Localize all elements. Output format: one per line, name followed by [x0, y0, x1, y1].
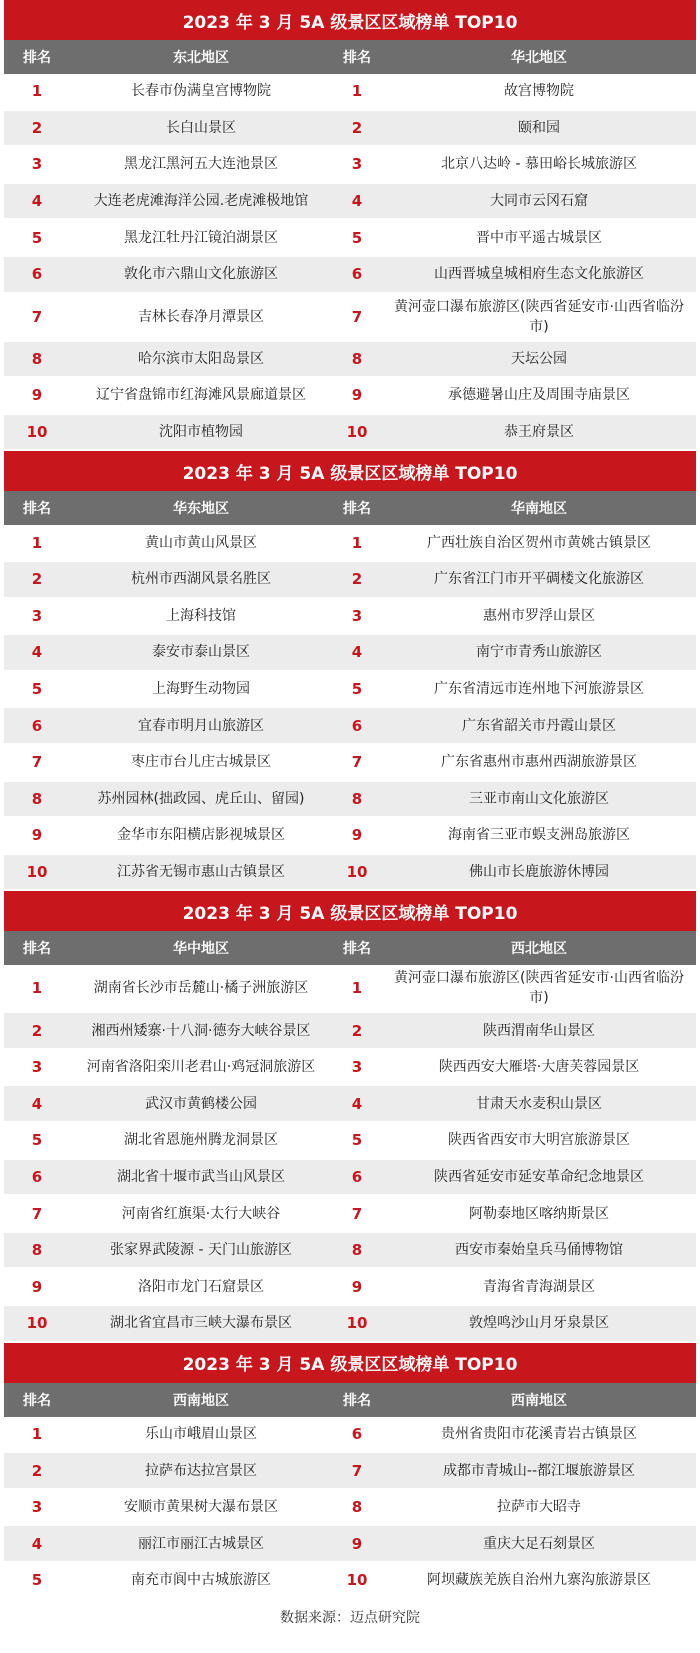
right-rank-cell: 9: [351, 386, 363, 405]
right-rank-cell: 8: [351, 1241, 363, 1260]
left-attraction-cell: 丽江市丽江古城景区: [138, 1535, 264, 1552]
table-row: [4, 415, 696, 452]
table-header: [4, 1383, 696, 1417]
table-row: [4, 965, 696, 1013]
left-attraction-cell: 金华市东阳横店影视城景区: [117, 827, 285, 844]
left-attraction-cell: 枣庄市台儿庄古城景区: [131, 754, 271, 771]
right-rank-cell: 2: [351, 570, 363, 589]
table-row: [4, 342, 696, 379]
table-row: [4, 672, 696, 709]
left-attraction-cell: 上海科技馆: [166, 607, 236, 624]
right-attraction-cell: 拉萨市大昭寺: [497, 1499, 581, 1516]
right-rank-cell: 6: [351, 716, 363, 735]
right-rank-cell: 10: [346, 862, 368, 881]
left-rank-cell: 2: [31, 118, 43, 137]
table-row: [4, 1306, 696, 1343]
left-attraction-cell: 长白山景区: [166, 119, 236, 136]
left-attraction-cell: 南充市阆中古城旅游区: [131, 1572, 271, 1589]
left-attraction-cell: 湖北省十堰市武当山风景区: [117, 1168, 285, 1185]
rank-header: 排名: [23, 941, 51, 958]
section-title: 2023 年 3 月 5A 级景区区域榜单 TOP10: [4, 451, 696, 491]
right-rank-cell: 10: [346, 423, 368, 442]
left-rank-cell: 8: [31, 349, 43, 368]
table-row: [4, 635, 696, 672]
table-header: [4, 931, 696, 965]
right-attraction-cell: 敦煌鸣沙山月牙泉景区: [469, 1315, 609, 1332]
right-attraction-cell: 北京八达岭 - 慕田峪长城旅游区: [441, 156, 637, 173]
left-attraction-cell: 杭州市西湖风景名胜区: [131, 571, 271, 588]
rank-header: 排名: [23, 50, 51, 66]
left-rank-cell: 9: [31, 386, 43, 405]
right-region-header: 西南地区: [511, 1392, 567, 1409]
right-attraction-cell: 广西壮族自治区贺州市黄姚古镇景区: [427, 534, 651, 551]
section-title: 2023 年 3 月 5A 级景区区域榜单 TOP10: [4, 1343, 696, 1383]
left-rank-cell: 3: [31, 1498, 43, 1517]
left-rank-cell: 3: [31, 1058, 43, 1077]
right-attraction-cell: 陕西省延安市延安革命纪念地景区: [434, 1168, 644, 1185]
left-attraction-cell: 辽宁省盘锦市红海滩风景廊道景区: [96, 387, 306, 404]
left-attraction-cell: 泰安市泰山景区: [152, 644, 250, 661]
right-rank-cell: 1: [351, 533, 363, 552]
right-attraction-cell: 承德避暑山庄及周围寺庙景区: [448, 387, 630, 404]
left-region-header: 西南地区: [173, 1392, 229, 1409]
table-row: [4, 1269, 696, 1306]
right-attraction-cell: 广东省清远市连州地下河旅游景区: [434, 681, 644, 698]
left-rank-cell: 7: [31, 307, 43, 326]
right-attraction-cell: 阿坝藏族羌族自治州九寨沟旅游景区: [427, 1572, 651, 1589]
left-rank-cell: 6: [31, 716, 43, 735]
left-rank-cell: 5: [31, 1571, 43, 1590]
left-attraction-cell: 黄山市黄山风景区: [145, 534, 257, 551]
table-row: [4, 111, 696, 148]
right-attraction-cell: 贵州省贵阳市花溪青岩古镇景区: [441, 1425, 637, 1442]
right-attraction-cell: 陕西西安大雁塔·大唐芙蓉园景区: [438, 1059, 640, 1076]
left-attraction-cell: 拉萨布达拉宫景区: [145, 1462, 257, 1479]
right-attraction-cell: 山西晋城皇城相府生态文化旅游区: [434, 266, 644, 283]
right-rank-cell: 10: [346, 1314, 368, 1333]
rank-header: 排名: [343, 1392, 371, 1409]
right-attraction-cell: 西安市秦始皇兵马俑博物馆: [455, 1242, 623, 1259]
right-rank-cell: 6: [351, 265, 363, 284]
table-row: [4, 745, 696, 782]
section-title: 2023 年 3 月 5A 级景区区域榜单 TOP10: [4, 891, 696, 931]
left-attraction-cell: 宜春市明月山旅游区: [138, 717, 264, 734]
right-attraction-cell: 故宫博物院: [504, 83, 574, 100]
right-attraction-cell: 陕西渭南华山景区: [483, 1022, 595, 1039]
left-attraction-cell: 黑龙江牡丹江镜泊湖景区: [124, 229, 278, 246]
table-row: [4, 1160, 696, 1197]
ranking-section-east-south: [4, 451, 696, 891]
table-row: [4, 1233, 696, 1270]
right-rank-cell: 10: [346, 1571, 368, 1590]
table-body: [4, 965, 696, 1342]
left-attraction-cell: 江苏省无锡市惠山古镇景区: [117, 863, 285, 880]
right-region-header: 华北地区: [511, 50, 567, 66]
left-rank-cell: 5: [31, 228, 43, 247]
left-region-header: 华东地区: [173, 501, 229, 518]
left-attraction-cell: 武汉市黄鹤楼公园: [145, 1095, 257, 1112]
rank-header: 排名: [23, 501, 51, 518]
ranking-page: [4, 0, 696, 1634]
rank-header: 排名: [23, 1392, 51, 1409]
right-attraction-cell: 阿勒泰地区喀纳斯景区: [469, 1205, 609, 1222]
table-header: [4, 40, 696, 74]
table-row: [4, 525, 696, 562]
rank-header: 排名: [343, 941, 371, 958]
table-row: [4, 74, 696, 111]
rank-header: 排名: [343, 501, 371, 518]
right-attraction-cell: 广东省惠州市惠州西湖旅游景区: [441, 754, 637, 771]
left-rank-cell: 1: [31, 979, 43, 998]
right-attraction-cell: 广东省韶关市丹霞山景区: [462, 717, 616, 734]
right-rank-cell: 8: [351, 1498, 363, 1517]
rank-header: 排名: [343, 50, 371, 66]
table-row: [4, 562, 696, 599]
right-rank-cell: 5: [351, 1131, 363, 1150]
table-row: [4, 1123, 696, 1160]
left-rank-cell: 5: [31, 680, 43, 699]
left-rank-cell: 4: [31, 192, 43, 211]
left-rank-cell: 3: [31, 606, 43, 625]
left-rank-cell: 1: [31, 82, 43, 101]
left-rank-cell: 2: [31, 1021, 43, 1040]
left-attraction-cell: 湖北省恩施州腾龙洞景区: [124, 1132, 278, 1149]
left-rank-cell: 5: [31, 1131, 43, 1150]
left-attraction-cell: 河南省洛阳栾川老君山·鸡冠洞旅游区: [86, 1059, 316, 1076]
right-rank-cell: 7: [351, 1204, 363, 1223]
table-row: [4, 1196, 696, 1233]
table-row: [4, 782, 696, 819]
right-rank-cell: 6: [351, 1167, 363, 1186]
right-rank-cell: 6: [351, 1424, 363, 1443]
right-rank-cell: 5: [351, 680, 363, 699]
left-attraction-cell: 沈阳市植物园: [159, 424, 243, 441]
right-region-header: 西北地区: [511, 941, 567, 958]
table-body: [4, 1417, 696, 1600]
left-attraction-cell: 黑龙江黑河五大连池景区: [124, 156, 278, 173]
right-attraction-cell: 三亚市南山文化旅游区: [469, 790, 609, 807]
right-attraction-cell: 海南省三亚市蜈支洲岛旅游区: [448, 827, 630, 844]
left-attraction-cell: 大连老虎滩海洋公园.老虎滩极地馆: [93, 193, 309, 210]
right-rank-cell: 3: [351, 1058, 363, 1077]
left-attraction-cell: 长春市伪满皇宫博物院: [131, 83, 271, 100]
right-rank-cell: 7: [351, 307, 363, 326]
right-rank-cell: 2: [351, 1021, 363, 1040]
left-attraction-cell: 哈尔滨市太阳岛景区: [138, 350, 264, 367]
table-row: [4, 1526, 696, 1563]
left-rank-cell: 2: [31, 570, 43, 589]
left-rank-cell: 1: [31, 1424, 43, 1443]
left-rank-cell: 7: [31, 1204, 43, 1223]
left-attraction-cell: 洛阳市龙门石窟景区: [138, 1278, 264, 1295]
table-row: [4, 708, 696, 745]
left-attraction-cell: 苏州园林(拙政园、虎丘山、留园): [97, 790, 305, 807]
right-attraction-cell: 南宁市青秀山旅游区: [476, 644, 602, 661]
left-rank-cell: 10: [26, 423, 48, 442]
right-attraction-cell: 黄河壶口瀑布旅游区(陕西省延安市·山西省临汾市): [394, 970, 684, 1007]
left-attraction-cell: 湖南省长沙市岳麓山·橘子洲旅游区: [93, 980, 309, 997]
table-row: [4, 220, 696, 257]
table-row: [4, 1417, 696, 1454]
right-rank-cell: 4: [351, 192, 363, 211]
left-rank-cell: 7: [31, 753, 43, 772]
right-rank-cell: 8: [351, 789, 363, 808]
right-rank-cell: 4: [351, 643, 363, 662]
right-rank-cell: 9: [351, 1534, 363, 1553]
left-attraction-cell: 安顺市黄果树大瀑布景区: [124, 1499, 278, 1516]
left-attraction-cell: 湘西州矮寨·十八洞·德夯大峡谷景区: [91, 1022, 311, 1039]
left-rank-cell: 2: [31, 1461, 43, 1480]
right-rank-cell: 5: [351, 228, 363, 247]
left-rank-cell: 10: [26, 1314, 48, 1333]
table-body: [4, 525, 696, 891]
section-title: 2023 年 3 月 5A 级景区区域榜单 TOP10: [4, 0, 696, 40]
table-row: [4, 1453, 696, 1490]
left-rank-cell: 4: [31, 643, 43, 662]
left-rank-cell: 10: [26, 862, 48, 881]
left-attraction-cell: 乐山市峨眉山景区: [145, 1425, 257, 1442]
ranking-section-southwest: [4, 1343, 696, 1600]
right-attraction-cell: 颐和园: [518, 119, 560, 136]
right-rank-cell: 8: [351, 349, 363, 368]
table-row: [4, 855, 696, 892]
right-attraction-cell: 天坛公园: [511, 350, 567, 367]
right-rank-cell: 9: [351, 826, 363, 845]
table-body: [4, 74, 696, 451]
right-rank-cell: 4: [351, 1094, 363, 1113]
right-attraction-cell: 重庆大足石刻景区: [483, 1535, 595, 1552]
left-rank-cell: 9: [31, 1277, 43, 1296]
left-attraction-cell: 吉林长春净月潭景区: [138, 308, 264, 325]
right-attraction-cell: 佛山市长鹿旅游休博园: [469, 863, 609, 880]
left-rank-cell: 6: [31, 1167, 43, 1186]
right-rank-cell: 7: [351, 753, 363, 772]
left-rank-cell: 4: [31, 1094, 43, 1113]
left-rank-cell: 6: [31, 265, 43, 284]
table-row: [4, 1490, 696, 1527]
right-rank-cell: 7: [351, 1461, 363, 1480]
left-attraction-cell: 河南省红旗渠·太行大峡谷: [121, 1205, 281, 1222]
left-rank-cell: 8: [31, 1241, 43, 1260]
left-attraction-cell: 敦化市六鼎山文化旅游区: [124, 266, 278, 283]
right-attraction-cell: 惠州市罗浮山景区: [483, 607, 595, 624]
table-row: [4, 257, 696, 294]
right-attraction-cell: 陕西省西安市大明宫旅游景区: [448, 1132, 630, 1149]
left-region-header: 华中地区: [173, 941, 229, 958]
table-row: [4, 1050, 696, 1087]
right-rank-cell: 3: [351, 606, 363, 625]
table-row: [4, 294, 696, 342]
left-rank-cell: 3: [31, 155, 43, 174]
table-row: [4, 147, 696, 184]
right-attraction-cell: 甘肃天水麦积山景区: [476, 1095, 602, 1112]
left-region-header: 东北地区: [173, 50, 229, 66]
left-rank-cell: 4: [31, 1534, 43, 1553]
left-attraction-cell: 湖北省宜昌市三峡大瀑布景区: [110, 1315, 292, 1332]
right-attraction-cell: 晋中市平遥古城景区: [476, 229, 602, 246]
ranking-section-northeast-north: [4, 0, 696, 451]
right-region-header: 华南地区: [511, 501, 567, 518]
table-header: [4, 491, 696, 525]
left-attraction-cell: 张家界武陵源 - 天门山旅游区: [110, 1242, 292, 1259]
right-attraction-cell: 恭王府景区: [504, 424, 574, 441]
ranking-section-central-northwest: [4, 891, 696, 1342]
right-attraction-cell: 青海省青海湖景区: [483, 1278, 595, 1295]
right-attraction-cell: 黄河壶口瀑布旅游区(陕西省延安市·山西省临汾市): [394, 298, 684, 335]
left-attraction-cell: 上海野生动物园: [152, 681, 250, 698]
table-row: [4, 818, 696, 855]
table-row: [4, 599, 696, 636]
right-attraction-cell: 大同市云冈石窟: [490, 193, 588, 210]
right-rank-cell: 2: [351, 118, 363, 137]
right-rank-cell: 3: [351, 155, 363, 174]
left-rank-cell: 1: [31, 533, 43, 552]
right-rank-cell: 9: [351, 1277, 363, 1296]
left-rank-cell: 9: [31, 826, 43, 845]
right-rank-cell: 1: [351, 82, 363, 101]
table-row: [4, 378, 696, 415]
table-row: [4, 184, 696, 221]
right-rank-cell: 1: [351, 979, 363, 998]
table-row: [4, 1563, 696, 1600]
right-attraction-cell: 广东省江门市开平碉楼文化旅游区: [434, 571, 644, 588]
table-row: [4, 1086, 696, 1123]
left-rank-cell: 8: [31, 789, 43, 808]
data-source-footer: 数据来源：迈点研究院: [280, 1609, 420, 1626]
table-row: [4, 1013, 696, 1050]
right-attraction-cell: 成都市青城山--都江堰旅游景区: [442, 1462, 636, 1479]
